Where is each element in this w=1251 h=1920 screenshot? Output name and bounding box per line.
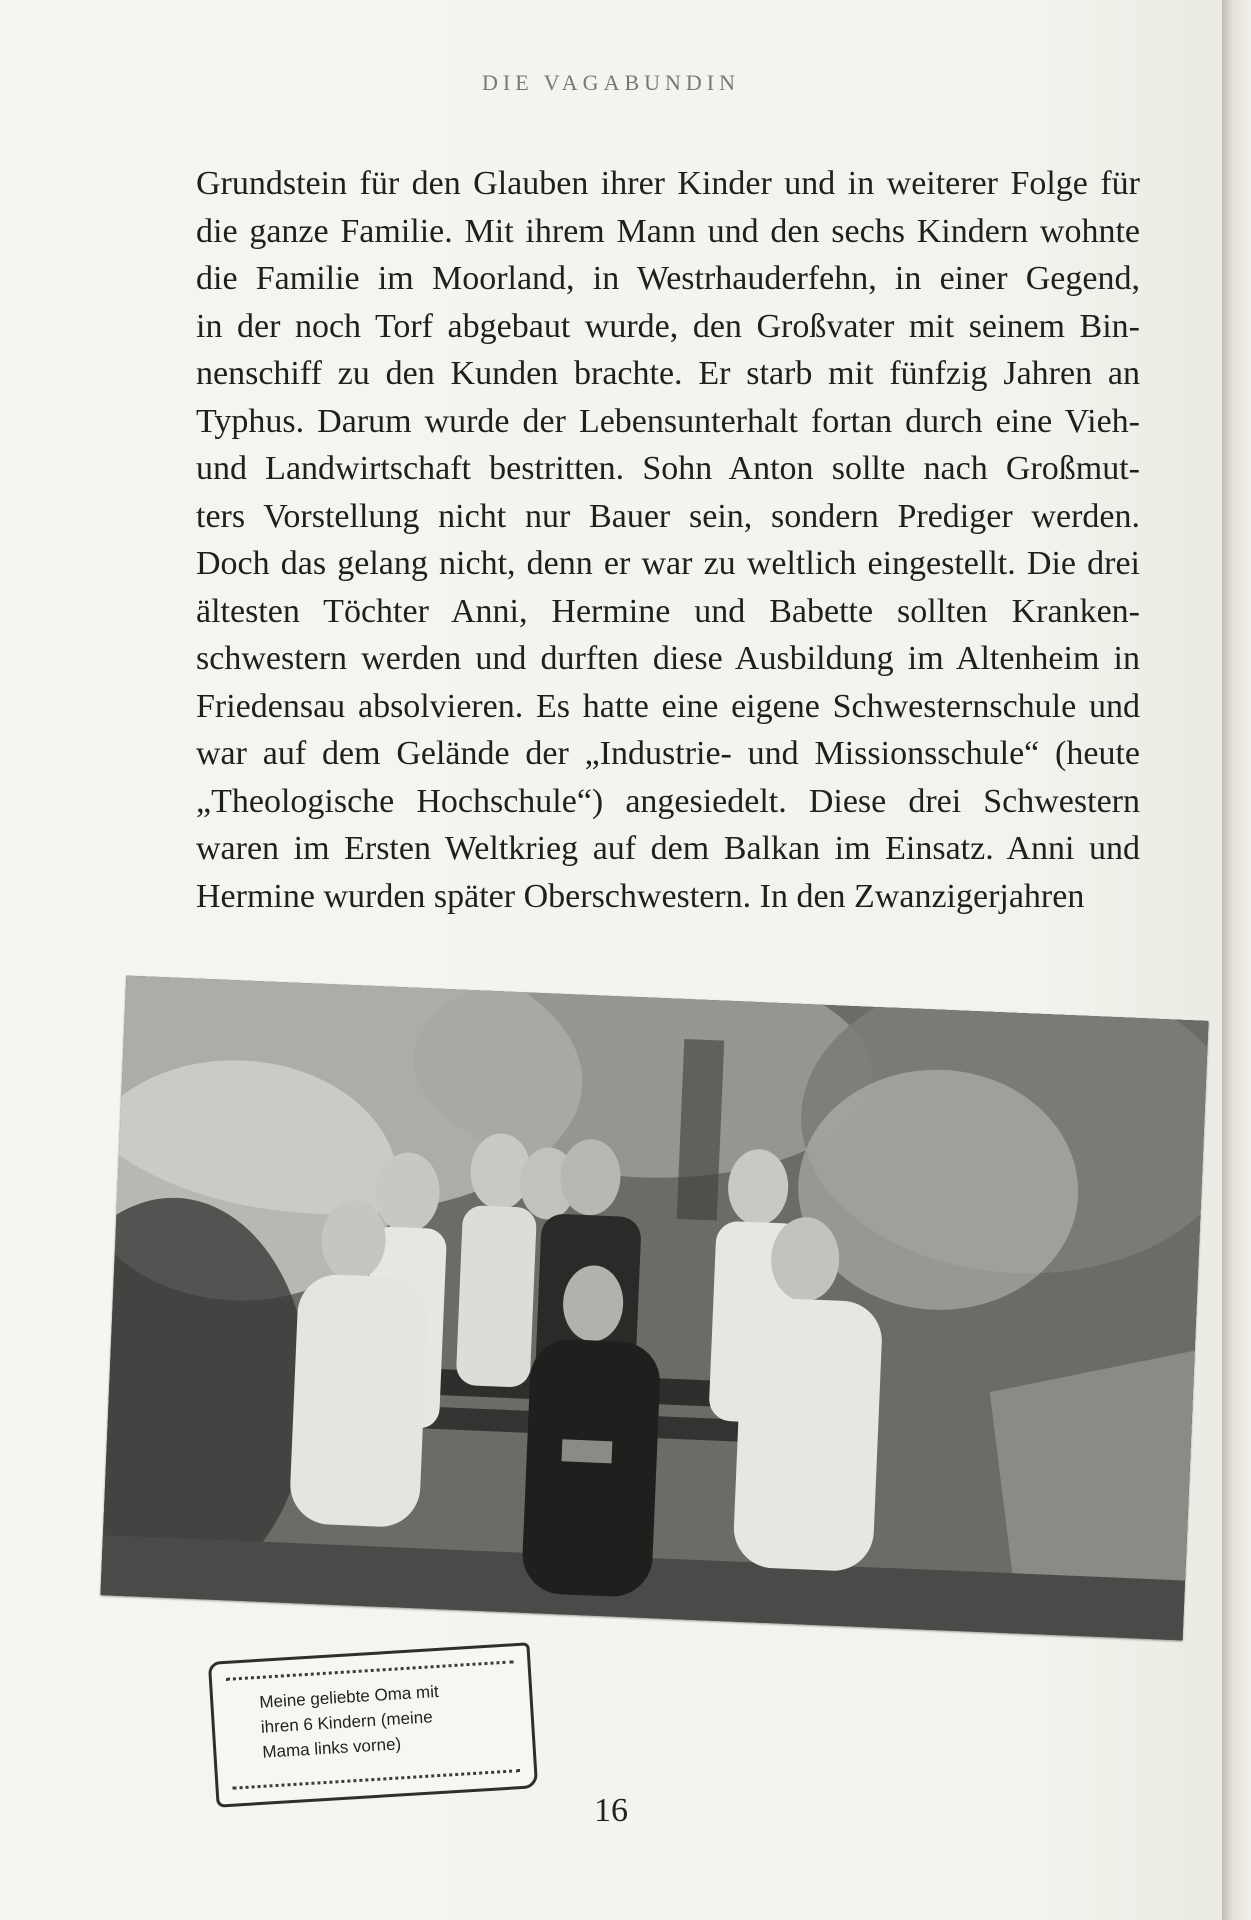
text-line: schwestern werden und durften diese Ausbildung im Altenheim in (196, 640, 1140, 677)
text-line: in der noch Torf abgebaut wurde, den Großvater mit seinem Bin- (196, 307, 1140, 345)
text-line: „Theologische Hochschule“) angesiedelt. Diese drei Schwestern (196, 782, 1140, 820)
running-head: DIE VAGABUNDIN (481, 70, 741, 95)
photo-caption-card (208, 1642, 538, 1807)
text-line: ters Vorstellung nicht nur Bauer sein, sondern Prediger werden. (196, 497, 1140, 535)
text-line: war auf dem Gelände der „Industrie- und Missionsschule“ (heute (196, 735, 1140, 772)
caption-line: Meine geliebte Oma mit (258, 1681, 440, 1712)
text-line: Friedensau absolvieren. Es hatte eine eigene Schwesternschule und (196, 687, 1140, 725)
body-text (196, 160, 1140, 920)
text-line: Typhus. Darum wurde der Lebensunterhalt fortan durch eine Vieh- (196, 402, 1140, 440)
photo-illustration (100, 976, 1208, 1641)
caption-line: ihren 6 Kindern (meine (260, 1707, 434, 1737)
text-line: Grundstein für den Glauben ihrer Kinder und in weiterer Folge für (196, 165, 1140, 202)
text-line: die ganze Familie. Mit ihrem Mann und den sechs Kindern wohnte (196, 212, 1140, 250)
text-line: nenschiff zu den Kunden brachte. Er starb mit fünfzig Jahren an (196, 355, 1140, 392)
text-line: waren im Ersten Weltkrieg auf dem Balkan im Einsatz. Anni und (196, 830, 1140, 867)
text-line: Doch das gelang nicht, denn er war zu weltlich eingestellt. Die drei (196, 545, 1140, 582)
text-line: die Familie im Moorland, in Westrhauderfehn, in einer Gegend, (196, 260, 1140, 297)
text-line: und Landwirtschaft bestritten. Sohn Anton sollte nach Großmut- (196, 450, 1140, 487)
text-line: Hermine wurden später Oberschwestern. In den Zwanzigerjahren (196, 877, 1085, 915)
photo-image (100, 976, 1208, 1641)
caption-dotted-border-bottom (233, 1769, 521, 1790)
caption-line: Mama links vorne) (261, 1734, 402, 1762)
family-photo (100, 976, 1208, 1641)
photo-caption (259, 1675, 513, 1765)
text-line: ältesten Töchter Anni, Hermine und Babette sollten Kranken- (196, 592, 1140, 630)
page-edge (1222, 0, 1251, 1920)
page-number: 16 (594, 1792, 628, 1829)
